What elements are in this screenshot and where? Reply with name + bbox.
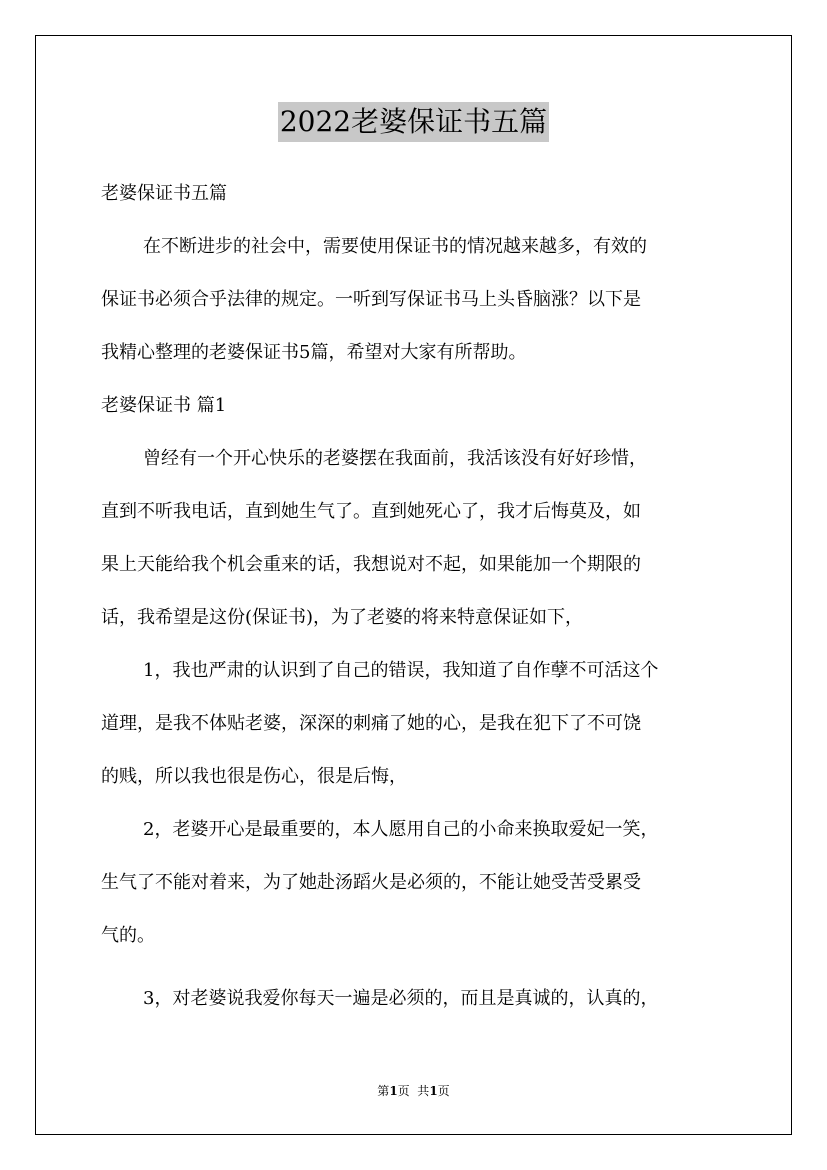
paragraph-line: 直到不听我电话，直到她生气了。直到她死心了，我才后悔莫及，如 xyxy=(101,501,641,522)
section-heading: 老婆保证书五篇 xyxy=(101,183,227,204)
paragraph-line: 生气了不能对着来，为了她赴汤蹈火是必须的，不能让她受苦受累受 xyxy=(101,872,641,893)
document-title: 2022老婆保证书五篇 xyxy=(278,102,549,142)
footer-page-total: 1 xyxy=(429,1084,438,1098)
paragraph-line: 果上天能给我个机会重来的话，我想说对不起，如果能加一个期限的 xyxy=(101,554,641,575)
title-container xyxy=(0,102,827,142)
paragraph-line: 保证书必须合乎法律的规定。一听到写保证书马上头昏脑涨？以下是 xyxy=(101,289,641,310)
footer-prefix: 第 xyxy=(377,1084,390,1098)
paragraph-line: 曾经有一个开心快乐的老婆摆在我面前，我活该没有好好珍惜， xyxy=(143,448,647,469)
paragraph-line: 道理，是我不体贴老婆，深深的刺痛了她的心，是我在犯下了不可饶 xyxy=(101,713,641,734)
footer-page-current: 1 xyxy=(389,1084,398,1098)
section-heading: 老婆保证书 篇1 xyxy=(101,395,227,416)
footer-mid: 页 共 xyxy=(397,1084,430,1098)
paragraph-line: 1，我也严肃的认识到了自己的错误，我知道了自作孽不可活这个 xyxy=(143,660,659,681)
paragraph-line: 2，老婆开心是最重要的，本人愿用自己的小命来换取爱妃一笑， xyxy=(143,819,659,840)
paragraph-line: 话，我希望是这份(保证书)，为了老婆的将来特意保证如下， xyxy=(101,607,584,628)
paragraph-line: 我精心整理的老婆保证书5篇，希望对大家有所帮助。 xyxy=(101,342,527,363)
paragraph-line: 在不断进步的社会中，需要使用保证书的情况越来越多，有效的 xyxy=(143,236,647,257)
paragraph-line: 气的。 xyxy=(101,925,155,946)
page-footer xyxy=(0,1083,827,1099)
paragraph-line: 的贱，所以我也很是伤心，很是后悔， xyxy=(101,766,407,787)
footer-suffix: 页 xyxy=(437,1084,450,1098)
paragraph-line: 3，对老婆说我爱你每天一遍是必须的，而且是真诚的，认真的， xyxy=(143,988,659,1009)
